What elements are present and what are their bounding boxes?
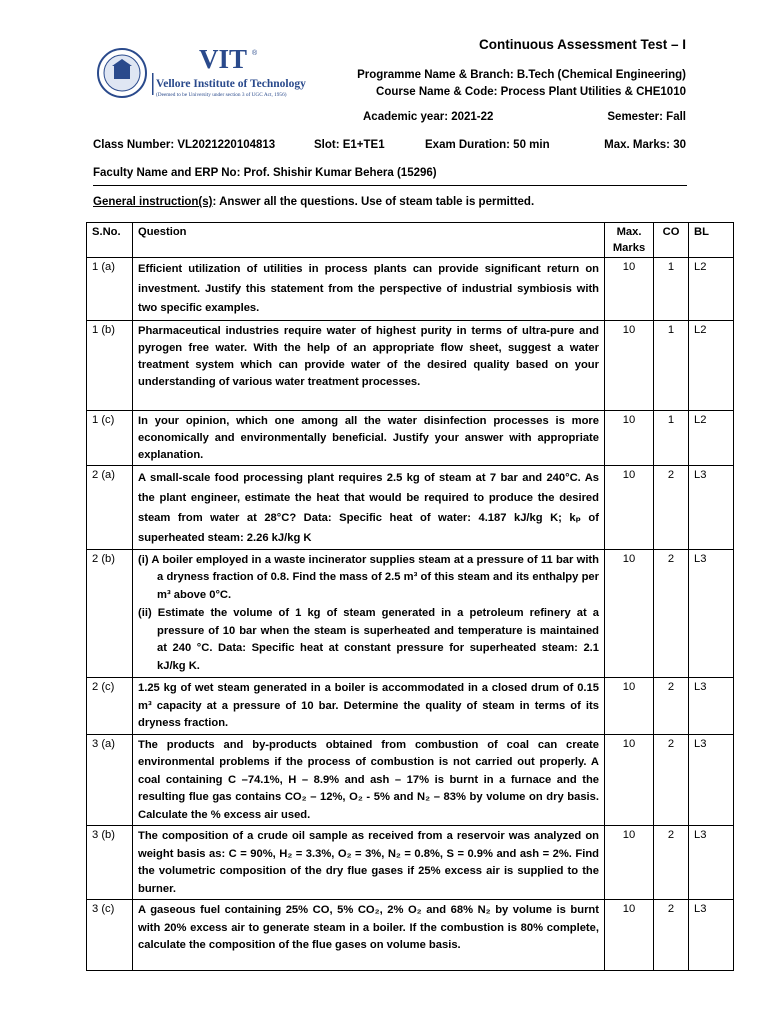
row-marks: 10 bbox=[605, 678, 654, 735]
row-question: In your opinion, which one among all the water disinfection processes is more economically and environmentally beneficial. Justify your answer with appropriate explanation. bbox=[133, 410, 605, 465]
table-row bbox=[87, 320, 734, 410]
row-question: 1.25 kg of wet steam generated in a boiler is accommodated in a closed drum of 0.15 m³ capacity at a pressure of 10 bar. Determine the quality of steam in terms of its dryness fraction. bbox=[133, 678, 605, 735]
row-sno: 1 (a) bbox=[87, 258, 133, 321]
row-marks: 10 bbox=[605, 410, 654, 465]
row-co: 2 bbox=[654, 826, 689, 900]
row-co: 1 bbox=[654, 320, 689, 410]
row-co: 2 bbox=[654, 900, 689, 971]
row-sno: 2 (c) bbox=[87, 678, 133, 735]
header-co: CO bbox=[654, 223, 689, 258]
sub-question-i: (i) A boiler employed in a waste incinerator supplies steam at a pressure of 11 bar with a dryness fraction of 0.8. Find the mass of 2.5 m³ of this steam and its enthalpy per m³ above 0°C. bbox=[138, 553, 599, 602]
row-bl: L2 bbox=[689, 258, 734, 321]
row-question: Efficient utilization of utilities in process plants can provide significant return on investment. Justify this statement from the perspective of industrial symbiosis with two specific examples. bbox=[133, 258, 605, 321]
row-marks: 10 bbox=[605, 320, 654, 410]
divider bbox=[93, 185, 687, 186]
class-number: Class Number: VL2021220104813 bbox=[93, 139, 276, 151]
row-sno: 3 (b) bbox=[87, 826, 133, 900]
instruction-text: : Answer all the questions. Use of steam table is permitted. bbox=[212, 196, 535, 208]
table-row bbox=[87, 258, 734, 321]
max-marks: Max. Marks: 30 bbox=[604, 139, 686, 151]
row-question: The composition of a crude oil sample as received from a reservoir was analyzed on weight basis as: C = 90%, H₂ = 3.3%, O₂ = 3%, N₂ = 0.8%, S = 0.9% and ash = 2%. Find the volumetric composition of the dry flue gases if 25% excess air is supplied to the burner. bbox=[133, 826, 605, 900]
slot: Slot: E1+TE1 bbox=[314, 139, 385, 151]
row-bl: L3 bbox=[689, 465, 734, 549]
row-co: 1 bbox=[654, 258, 689, 321]
header-bl: BL bbox=[689, 223, 734, 258]
row-sno: 3 (a) bbox=[87, 734, 133, 826]
svg-text:®: ® bbox=[252, 50, 258, 57]
row-co: 2 bbox=[654, 734, 689, 826]
sub-question-ii: (ii) Estimate the volume of 1 kg of steam generated in a petroleum refinery at a pressure of 10 bar when the steam is superheated and temperature is maintained at 240 °C. Data: Specific heat at constant pressure for superheated steam: 2.1 kJ/kg K. bbox=[138, 606, 599, 673]
row-marks: 10 bbox=[605, 826, 654, 900]
row-sno: 2 (a) bbox=[87, 465, 133, 549]
row-sno: 2 (b) bbox=[87, 549, 133, 678]
table-row bbox=[87, 410, 734, 465]
table-row bbox=[87, 465, 734, 549]
row-sno: 3 (c) bbox=[87, 900, 133, 971]
programme-block bbox=[357, 67, 686, 100]
row-marks: 10 bbox=[605, 465, 654, 549]
row-co: 1 bbox=[654, 410, 689, 465]
semester: Semester: Fall bbox=[607, 111, 686, 123]
table-row bbox=[87, 678, 734, 735]
row-marks: 10 bbox=[605, 549, 654, 678]
table-header-row bbox=[87, 223, 734, 258]
row-marks: 10 bbox=[605, 734, 654, 826]
vit-seal-icon bbox=[96, 44, 306, 104]
row-co: 2 bbox=[654, 549, 689, 678]
header-question: Question bbox=[133, 223, 605, 258]
row-sno: 1 (b) bbox=[87, 320, 133, 410]
table-row bbox=[87, 549, 734, 678]
table-row bbox=[87, 826, 734, 900]
programme-line: Programme Name & Branch: B.Tech (Chemical Engineering) bbox=[357, 69, 686, 81]
row-question bbox=[133, 549, 605, 678]
row-question: A small-scale food processing plant requires 2.5 kg of steam at 7 bar and 240°C. As the plant engineer, estimate the heat that would be required to produce the desired steam from water at 28°C? Data: Specific heat of water: 4.187 kJ/kg K; kₚ of superheated steam: 2.26 kJ/kg K bbox=[133, 465, 605, 549]
question-table bbox=[86, 222, 734, 971]
row-bl: L3 bbox=[689, 549, 734, 678]
academic-year: Academic year: 2021-22 bbox=[363, 111, 494, 123]
row-co: 2 bbox=[654, 678, 689, 735]
test-title: Continuous Assessment Test – I bbox=[478, 37, 686, 52]
svg-text:VIT: VIT bbox=[199, 44, 248, 74]
row-bl: L2 bbox=[689, 410, 734, 465]
row-marks: 10 bbox=[605, 900, 654, 971]
row-question: The products and by-products obtained from combustion of coal can create environmental problems if the process of combustion is not carried out properly. A coal containing C –74.1%, H – 8.9% and ash – 17% is burnt in a furnace and the resulting flue gas contains CO₂ – 12%, O₂ - 5% and N₂ – 83% by volume on dry basis. Calculate the % excess air used. bbox=[133, 734, 605, 826]
row-bl: L3 bbox=[689, 826, 734, 900]
row-question: A gaseous fuel containing 25% CO, 5% CO₂, 2% O₂ and 68% N₂ by volume is burnt with 20% excess air to generate steam in a boiler. If the combustion is 80% complete, calculate the composition of the flue gases on volume basis. bbox=[133, 900, 605, 971]
row-question: Pharmaceutical industries require water of highest purity in terms of ultra-pure and pyrogen free water. With the help of an appropriate flow sheet, suggest a water treatment system which can provide water of the desired quality based on your understanding of various water treatment processes. bbox=[133, 320, 605, 410]
row-co: 2 bbox=[654, 465, 689, 549]
svg-text:(Deemed to be University under: (Deemed to be University under section 3 of UGC Act, 1956) bbox=[156, 92, 287, 98]
row-sno: 1 (c) bbox=[87, 410, 133, 465]
row-bl: L3 bbox=[689, 734, 734, 826]
general-instructions bbox=[93, 196, 534, 208]
row-bl: L2 bbox=[689, 320, 734, 410]
table-row bbox=[87, 900, 734, 971]
header-max-marks: Max. Marks bbox=[605, 223, 654, 258]
header-sno: S.No. bbox=[87, 223, 133, 258]
exam-duration: Exam Duration: 50 min bbox=[425, 139, 550, 151]
table-row bbox=[87, 734, 734, 826]
row-bl: L3 bbox=[689, 900, 734, 971]
row-marks: 10 bbox=[605, 258, 654, 321]
vit-logo bbox=[96, 44, 306, 104]
course-line: Course Name & Code: Process Plant Utilities & CHE1010 bbox=[376, 85, 686, 98]
svg-text:Vellore Institute of Technolog: Vellore Institute of Technology bbox=[156, 78, 306, 90]
instruction-label: General instruction(s) bbox=[93, 196, 213, 208]
row-bl: L3 bbox=[689, 678, 734, 735]
faculty-line: Faculty Name and ERP No: Prof. Shishir Kumar Behera (15296) bbox=[93, 167, 437, 179]
